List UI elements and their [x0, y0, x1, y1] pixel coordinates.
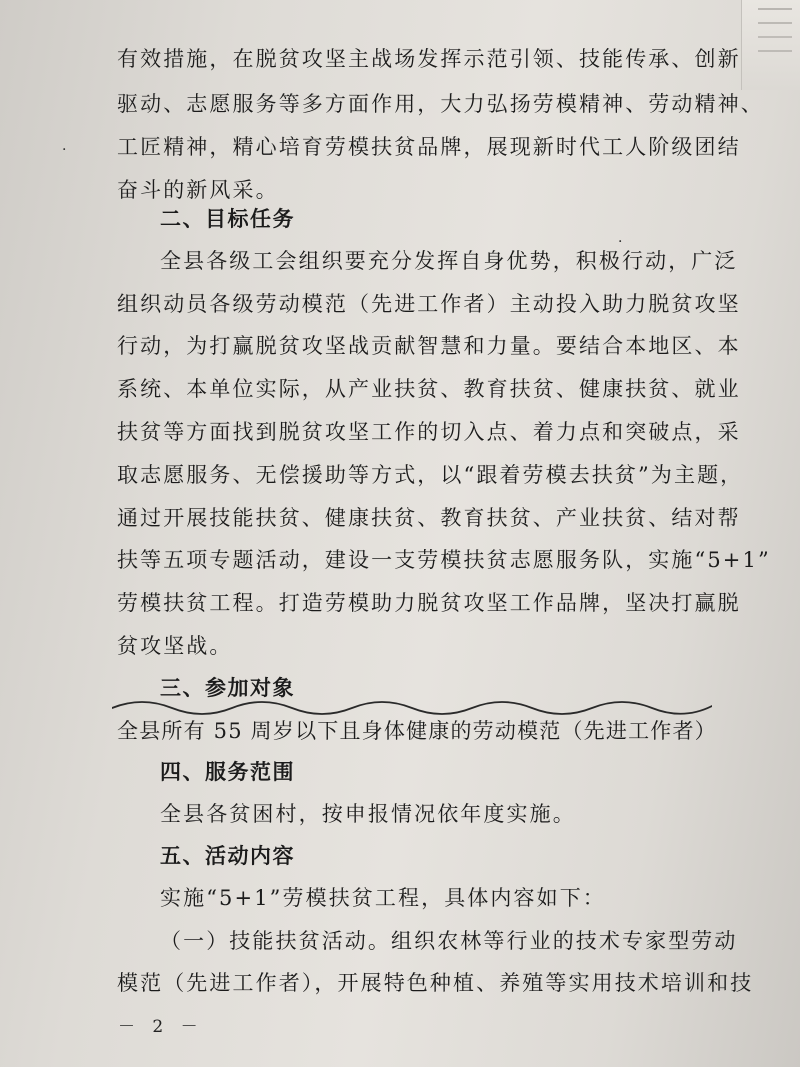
body-line: 系统、本单位实际，从产业扶贫、教育扶贫、健康扶贫、就业: [117, 377, 741, 401]
body-line: 行动，为打赢脱贫攻坚战贡献智慧和力量。要结合本地区、本: [117, 334, 741, 358]
body-line: 工匠精神，精心培育劳模扶贫品牌，展现新时代工人阶级团结: [117, 135, 741, 159]
body-line: 全县各级工会组织要充分发挥自身优势，积极行动，广泛: [160, 249, 738, 273]
body-line: 奋斗的新风采。: [117, 178, 279, 202]
margin-mark: ·: [62, 142, 67, 158]
body-line: 全县所有 55 周岁以下且身体健康的劳动模范（先进工作者）: [117, 719, 717, 743]
section-heading: 四、服务范围: [160, 759, 295, 784]
body-line: 扶贫等方面找到脱贫攻坚工作的切入点、着力点和突破点，采: [117, 420, 741, 444]
body-line: （一）技能扶贫活动。组织农林等行业的技术专家型劳动: [160, 929, 738, 953]
body-line: 扶等五项专题活动，建设一支劳模扶贫志愿服务队，实施“5+1”: [117, 548, 771, 572]
margin-mark: ·: [618, 234, 623, 250]
body-line: 驱动、志愿服务等多方面作用，大力弘扬劳模精神、劳动精神、: [117, 92, 764, 116]
section-heading: 三、参加对象: [160, 675, 295, 700]
body-line: 取志愿服务、无偿援助等方式，以“跟着劳模去扶贫”为主题，: [117, 463, 744, 487]
body-line: 组织动员各级劳动模范（先进工作者）主动投入助力脱贫攻坚: [117, 292, 741, 316]
section-heading: 五、活动内容: [160, 843, 295, 868]
body-line: 实施“5+1”劳模扶贫工程，具体内容如下：: [160, 886, 606, 910]
body-line: 通过开展技能扶贫、健康扶贫、教育扶贫、产业扶贫、结对帮: [117, 506, 741, 530]
body-line: 有效措施，在脱贫攻坚主战场发挥示范引领、技能传承、创新: [117, 47, 741, 71]
body-line: 劳模扶贫工程。打造劳模助力脱贫攻坚工作品牌，坚决打赢脱: [117, 591, 741, 615]
body-line: 全县各贫困村，按申报情况依年度实施。: [160, 802, 576, 826]
body-line: 模范（先进工作者），开展特色种植、养殖等实用技术培训和技: [117, 971, 754, 995]
body-line: 贫攻坚战。: [117, 634, 233, 658]
page-number: － 2 －: [118, 1017, 204, 1037]
section-heading: 二、目标任务: [160, 206, 295, 231]
handwritten-underline: [112, 698, 712, 720]
